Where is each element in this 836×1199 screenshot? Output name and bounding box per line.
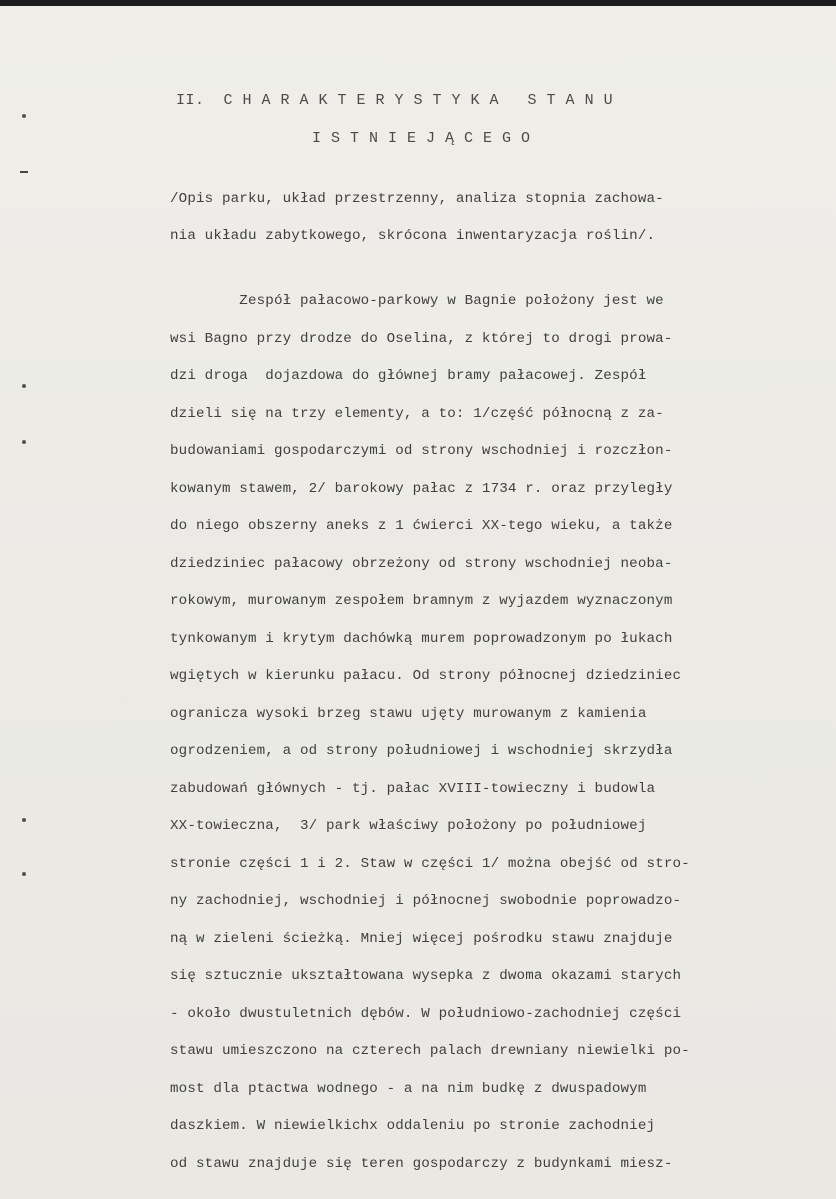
margin-mark bbox=[22, 114, 26, 118]
body-line: daszkiem. W niewielkichx oddaleniu po stronie zachodniej bbox=[170, 1118, 656, 1134]
margin-mark bbox=[22, 384, 26, 388]
subtitle-line: /Opis parku, układ przestrzenny, analiza stopnia zachowa- bbox=[170, 191, 664, 207]
body-line: ną w zieleni ścieżką. Mniej więcej pośrodku stawu znajduje bbox=[170, 931, 673, 947]
body-line: kowanym stawem, 2/ barokowy pałac z 1734 r. oraz przyległy bbox=[170, 481, 673, 497]
body-line: ogranicza wysoki brzeg stawu ujęty murowanym z kamienia bbox=[170, 706, 647, 722]
body-line: się sztucznie ukształtowana wysepka z dwoma okazami starych bbox=[170, 968, 682, 984]
body-line: do niego obszerny aneks z 1 ćwierci XX-tego wieku, a także bbox=[170, 518, 673, 534]
body-line: rokowym, murowanym zespołem bramnym z wyjazdem wyznaczonym bbox=[170, 593, 673, 609]
body-line: stawu umieszczono na czterech palach drewniany niewielki po- bbox=[170, 1043, 690, 1059]
body-line: ogrodzeniem, a od strony południowej i wschodniej skrzydła bbox=[170, 743, 673, 759]
body-line: wgiętych w kierunku pałacu. Od strony północnej dziedziniec bbox=[170, 668, 682, 684]
margin-mark bbox=[22, 440, 26, 444]
body-line: wsi Bagno przy drodze do Oselina, z której to drogi prowa- bbox=[170, 331, 673, 347]
body-line: dzi droga dojazdowa do głównej bramy pałacowej. Zespół bbox=[170, 368, 647, 384]
body-line: dziedziniec pałacowy obrzeżony od strony wschodniej neoba- bbox=[170, 556, 673, 572]
margin-mark bbox=[22, 872, 26, 876]
body-line: most dla ptactwa wodnego - a na nim budkę z dwuspadowym bbox=[170, 1081, 647, 1097]
body-line: Zespół pałacowo-parkowy w Bagnie położony jest we bbox=[170, 293, 664, 309]
margin-mark bbox=[22, 818, 26, 822]
scan-top-edge bbox=[0, 0, 836, 6]
body-line: ny zachodniej, wschodniej i północnej swobodnie poprowadzo- bbox=[170, 893, 682, 909]
body-line: XX-towieczna, 3/ park właściwy położony po południowej bbox=[170, 818, 647, 834]
chapter-title-continued: I S T N I E J Ą C E G O bbox=[312, 130, 531, 147]
body-line: - około dwustuletnich dębów. W południowo-zachodniej części bbox=[170, 1006, 682, 1022]
subtitle-line: nia układu zabytkowego, skrócona inwentaryzacja roślin/. bbox=[170, 228, 656, 244]
body-line: stronie części 1 i 2. Staw w części 1/ można obejść od stro- bbox=[170, 856, 690, 872]
body-line: od stawu znajduje się teren gospodarczy z budynkami miesz- bbox=[170, 1156, 673, 1172]
body-line: budowaniami gospodarczymi od strony wschodniej i rozczłon- bbox=[170, 443, 673, 459]
chapter-title: II. C H A R A K T E R Y S T Y K A S T A N U bbox=[176, 92, 614, 109]
margin-tick bbox=[20, 171, 28, 173]
body-line: zabudowań głównych - tj. pałac XVIII-towieczny i budowla bbox=[170, 781, 656, 797]
body-line: tynkowanym i krytym dachówką murem poprowadzonym po łukach bbox=[170, 631, 673, 647]
body-line: dzieli się na trzy elementy, a to: 1/część północną z za- bbox=[170, 406, 664, 422]
